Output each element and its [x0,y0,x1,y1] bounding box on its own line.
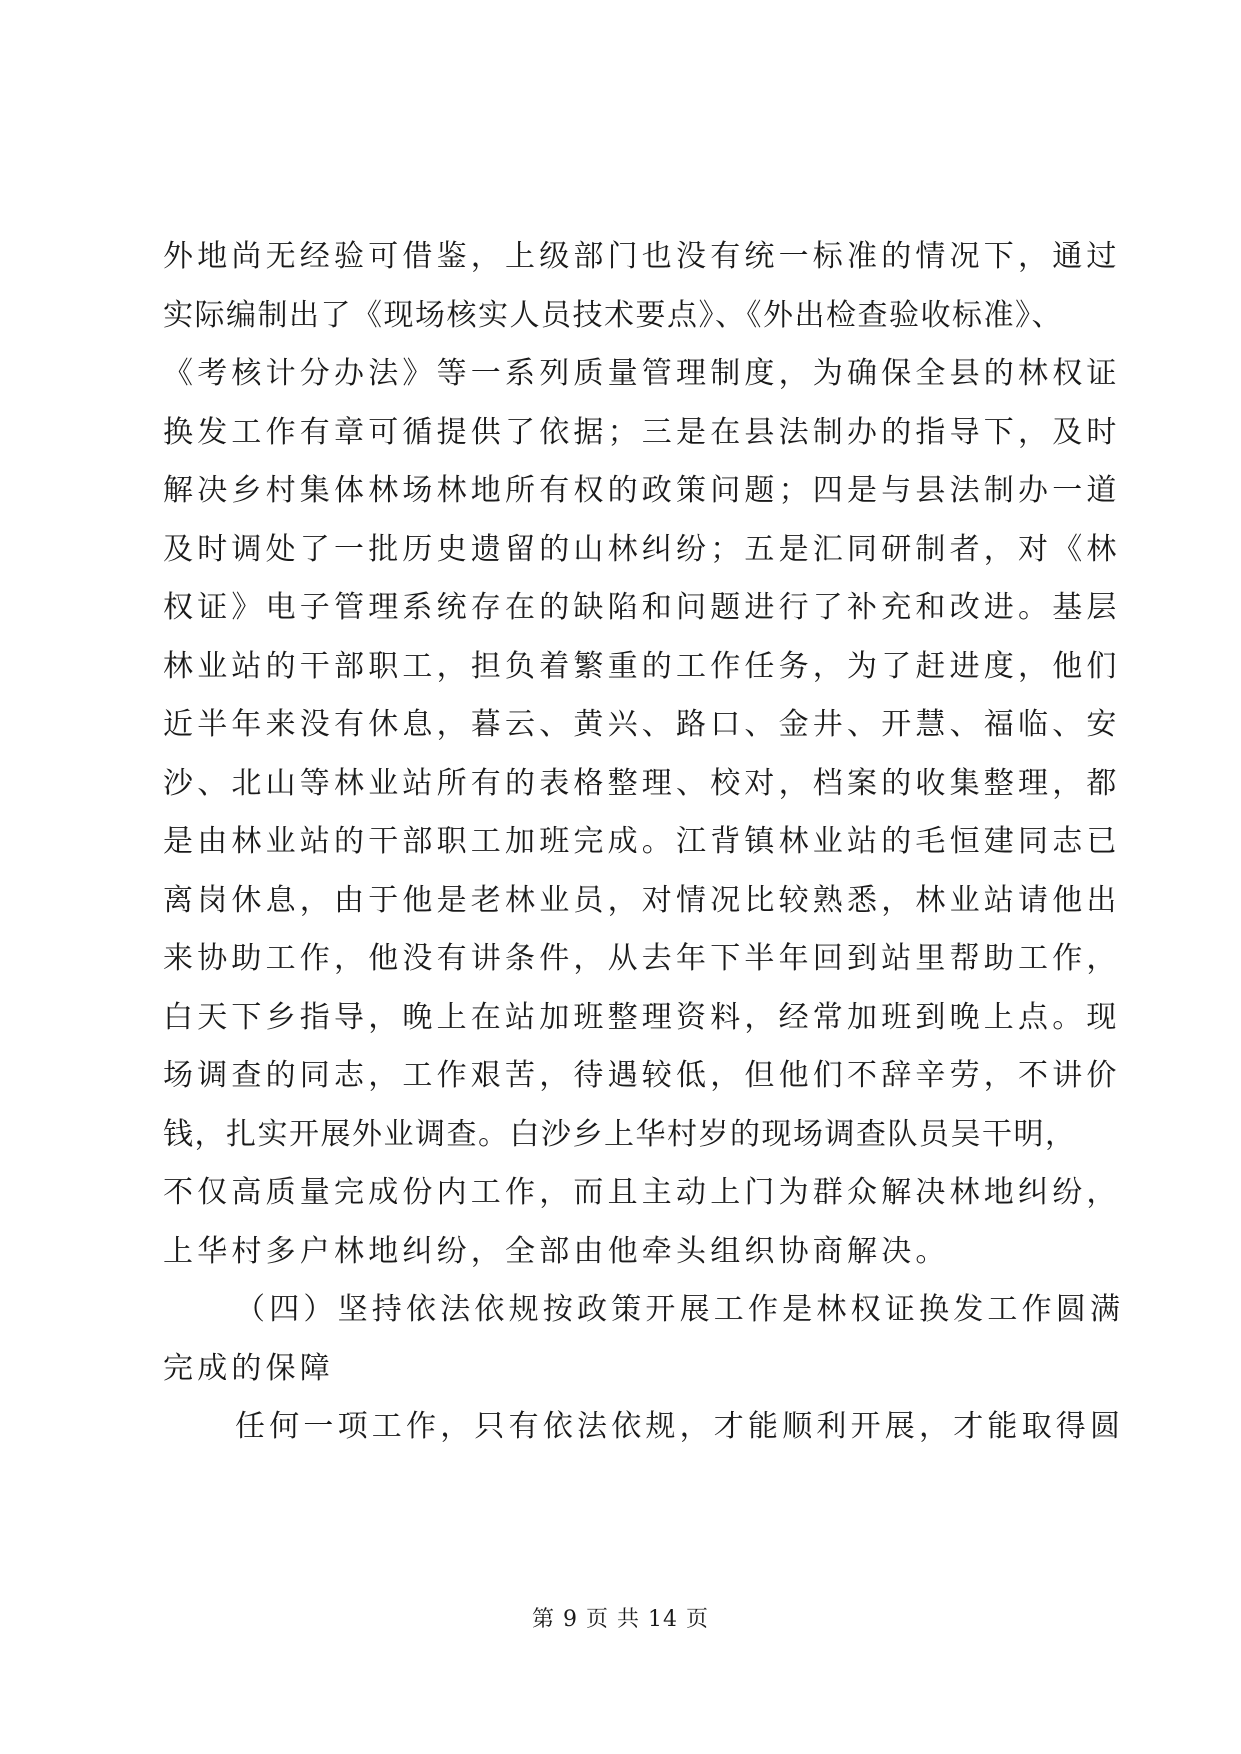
document-body [163,228,1125,1457]
paragraph-line-10: 沙、北山等林业站所有的表格整理、校对，档案的收集整理，都 [163,765,1121,801]
paragraph-line-6: 及时调处了一批历史遗留的山林纠纷；五是汇同研制者，对《林 [163,531,1121,567]
paragraph-line-4: 换发工作有章可循提供了依据；三是在县法制办的指导下，及时 [163,414,1121,450]
section-heading-line-2: 完成的保障 [163,1350,334,1386]
paragraph-line-9: 近半年来没有休息，暮云、黄兴、路口、金井、开慧、福临、安 [163,707,1121,742]
paragraph-line-14: 白天下乡指导，晚上在站加班整理资料，经常加班到晚上点。现 [163,999,1121,1035]
paragraph-line-16: 钱，扎实开展外业调查。白沙乡上华村岁的现场调查队员吴干明， [163,1116,1077,1152]
paragraph-line-2: 实际编制出了《现场核实人员技术要点》、《外出检查验收标准》、 [163,297,1063,333]
paragraph-line-1: 外地尚无经验可借鉴，上级部门也没有统一标准的情况下，通过 [163,239,1121,274]
paragraph-line-5: 解决乡村集体林场林地所有权的政策问题；四是与县法制办一道 [163,473,1121,508]
paragraph-line-18: 上华村多户林地纠纷，全部由他牵头组织协商解决。 [163,1233,950,1269]
paragraph-line-11: 是由林业站的干部职工加班完成。江背镇林业站的毛恒建同志已 [163,824,1121,859]
paragraph-line-17: 不仅高质量完成份内工作，而且主动上门为群众解决林地纠纷， [163,1175,1121,1210]
section-heading-line-1: （四）坚持依法依规按政策开展工作是林权证换发工作圆满 [235,1292,1125,1327]
paragraph-line-12: 离岗休息，由于他是老林业员，对情况比较熟悉，林业站请他出 [163,882,1121,918]
paragraph-line-13: 来协助工作，他没有讲条件，从去年下半年回到站里帮助工作， [163,941,1121,976]
paragraph-line-7: 权证》电子管理系统存在的缺陷和问题进行了补充和改进。基层 [163,590,1121,625]
paragraph-line-19: 任何一项工作，只有依法依规，才能顺利开展，才能取得圆 [235,1409,1125,1444]
paragraph-line-3: 《考核计分办法》等一系列质量管理制度，为确保全县的林权证 [163,356,1121,391]
page-number-footer: 第 9 页 共 14 页 [532,1607,709,1632]
paragraph-line-15: 场调查的同志，工作艰苦，待遇较低，但他们不辞辛劳，不讲价 [163,1058,1121,1093]
paragraph-line-8: 林业站的干部职工，担负着繁重的工作任务，为了赶进度，他们 [163,648,1121,684]
